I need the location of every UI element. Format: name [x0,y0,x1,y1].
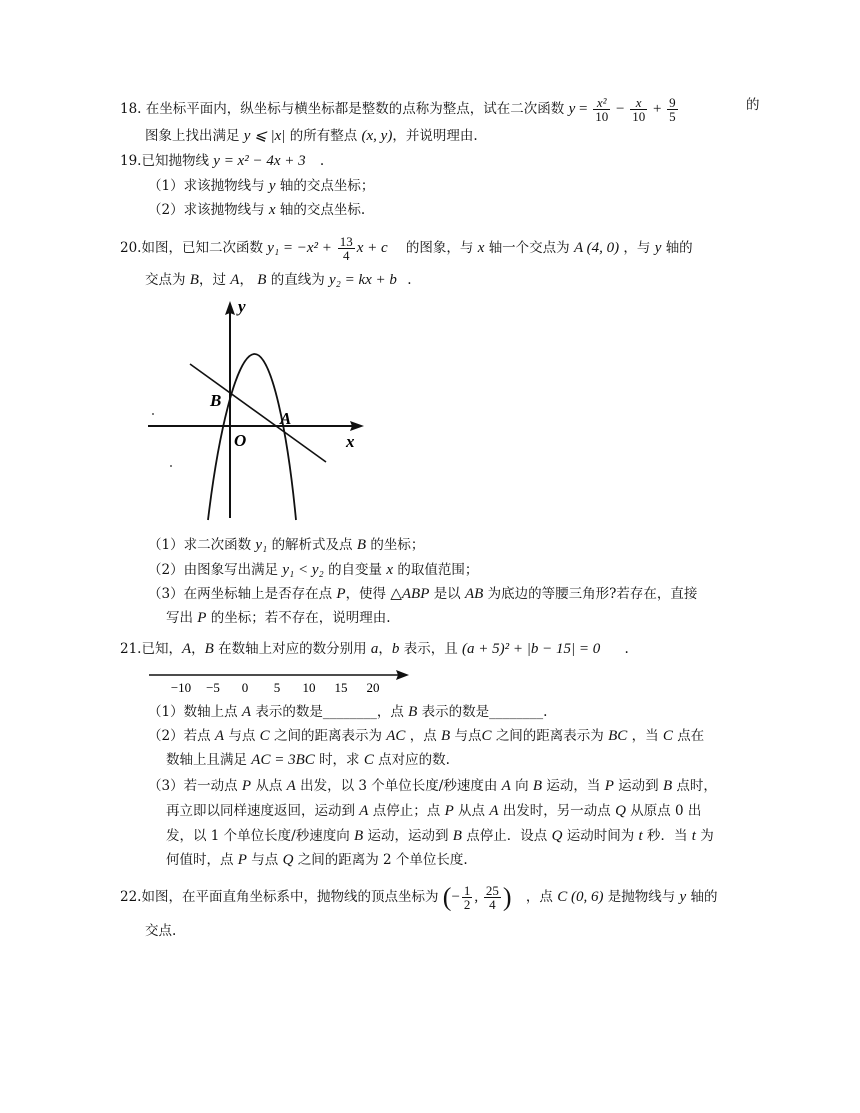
q19-sub1: （1）求该抛物线与 y 轴的交点坐标； [148,178,375,194]
label-x: x [346,432,355,451]
number-line-tick-label: 20 [366,680,380,695]
parabola-y1 [208,354,296,520]
scan-dot [152,413,154,415]
q18-point: (x, y) [361,128,393,144]
scan-dot [170,465,172,467]
line-y2 [190,364,326,462]
q21-sub3-l2: 再立即以同样速度返回，运动到 A 点停止；点 P 从点 A 出发时，另一动点 Q 从原点 0 出 [166,803,702,819]
q18-minus: − [612,101,629,117]
q21-sub3-l1: （3）若一动点 P 从点 A 出发，以 3 个单位长度/秒速度由 A 向 B 运动，当 P 运动到 B 点时， [148,778,717,794]
q20-frac: $\frac{13}{4}$ [339,234,353,263]
x-axis-arrow-icon [350,421,364,431]
q22-number: 22. [120,889,142,905]
q18-line1 [120,96,680,123]
number-line-tick-label: 5 [273,680,281,695]
q20-line-eq: y₂ = kx + b [329,272,397,288]
number-line-tick-label: −5 [206,680,220,695]
q22-frac-2: $\frac{25}{4}$ [485,883,499,912]
q21-sub3-l3: 发，以 1 个单位长度/秒速度向 B 运动，运动到 B 点停止．设点 Q 运动时间为 t 秒．当 t 为 [166,828,714,844]
q19-equation: y = x² − 4x + 3 [213,153,306,169]
number-line-tick-label: 10 [302,680,316,695]
q20-eq-part-b: x + c [356,240,388,256]
q18-number: 18. [120,101,142,117]
q18-frac-2: $\frac{x}{10}$ [632,95,646,124]
q22-point-c: C (0, 6) [557,889,604,905]
q20-line1: 20.如图，已知二次函数 y₁ = −x² + $\frac{13}{4}$ x + c 的图象，与 x 轴一个交点为 A (4, 0) ，与 y 轴的 [120,234,693,263]
q18-text: 在坐标平面内，纵坐标与横坐标都是整数的点称为整点，试在二次函数 [145,101,565,117]
number-line-tick-label: 15 [334,680,348,695]
q21-sub2-cont: 数轴上且满足 AC = 3BC 时，求 C 点对应的数. [166,752,450,768]
q18-frac-1: $\frac{\text{x²}}{10}$ [595,95,609,124]
q21-number-line [145,664,415,696]
q18-func-y: y [568,101,576,117]
q20-eq-part-a: y₁ = −x² + [267,240,336,256]
label-b: B [210,391,222,410]
q20-sub3-cont: 写出 P 的坐标；若不存在，说明理由. [166,610,391,626]
q18-plus: + [649,101,666,117]
y-axis-arrow-icon [225,301,235,315]
q19-line1: 19.已知抛物线 y = x² − 4x + 3 . [120,153,325,169]
q21-sub2: （2）若点 A 与点 C 之间的距离表示为 AC ，点 B 与点C 之间的距离表示为 BC ，当 C 点在 [148,728,705,744]
q20-sub1: （1）求二次函数 y₁ 的解析式及点 B 的坐标； [148,537,425,553]
q21-line1: 21.已知，A，B 在数轴上对应的数分别用 a，b 表示，且 (a + 5)² + |b − 15| = 0 . [120,641,629,657]
q18-frac-3: $\frac{9}{5}$ [669,95,676,124]
q20-number: 20. [120,240,142,256]
q19-sub2: （2）求该抛物线与 x 轴的交点坐标. [148,202,366,218]
q21-sub1: （1）数轴上点 A 表示的数是________，点 B 表示的数是________. [148,704,548,720]
label-o: O [234,431,247,450]
q20-sub2: （2）由图象写出满足 y₁ < y₂ 的自变量 x 的取值范围； [148,562,479,578]
q18-condition: y ⩽ |x| [243,128,286,144]
q22-frac-1: $\frac{1}{2}$ [463,883,471,912]
q18-line2: 图象上找出满足 y ⩽ |x| 的所有整点 (x, y)，并说明理由. [145,128,478,144]
q20-point-a: A (4, 0) [573,240,620,256]
number-line-tick-label: −10 [170,680,192,695]
q22-line1: 22.如图，在平面直角坐标系中，抛物线的顶点坐标为 (− $\frac{1}{2}$ , $\frac{25}{4}$ ) ，点 C (0, 6) 是抛物线与 y 轴的 [120,882,718,912]
q21-number: 21. [120,641,142,657]
number-line-tick-label: 0 [241,680,249,695]
q20-line2: 交点为 B，过 A， B 的直线为 y₂ = kx + b . [145,272,412,288]
q19-number: 19. [120,153,142,169]
q22-line2: 交点. [145,923,177,939]
q21-equation: (a + 5)² + |b − 15| = 0 [462,641,601,657]
q21-sub3-l4: 何值时，点 P 与点 Q 之间的距离为 2 个单位长度. [166,852,468,868]
label-y: y [238,297,246,316]
q18-text-de: 的 [746,97,760,113]
q18-eq-sign: = [575,101,592,117]
q20-sub3: （3）在两坐标轴上是否存在点 P，使得 △ABP 是以 AB 为底边的等腰三角形?若存在，直接 [148,586,698,602]
label-a: A [280,409,292,428]
q20-graph [140,296,370,526]
